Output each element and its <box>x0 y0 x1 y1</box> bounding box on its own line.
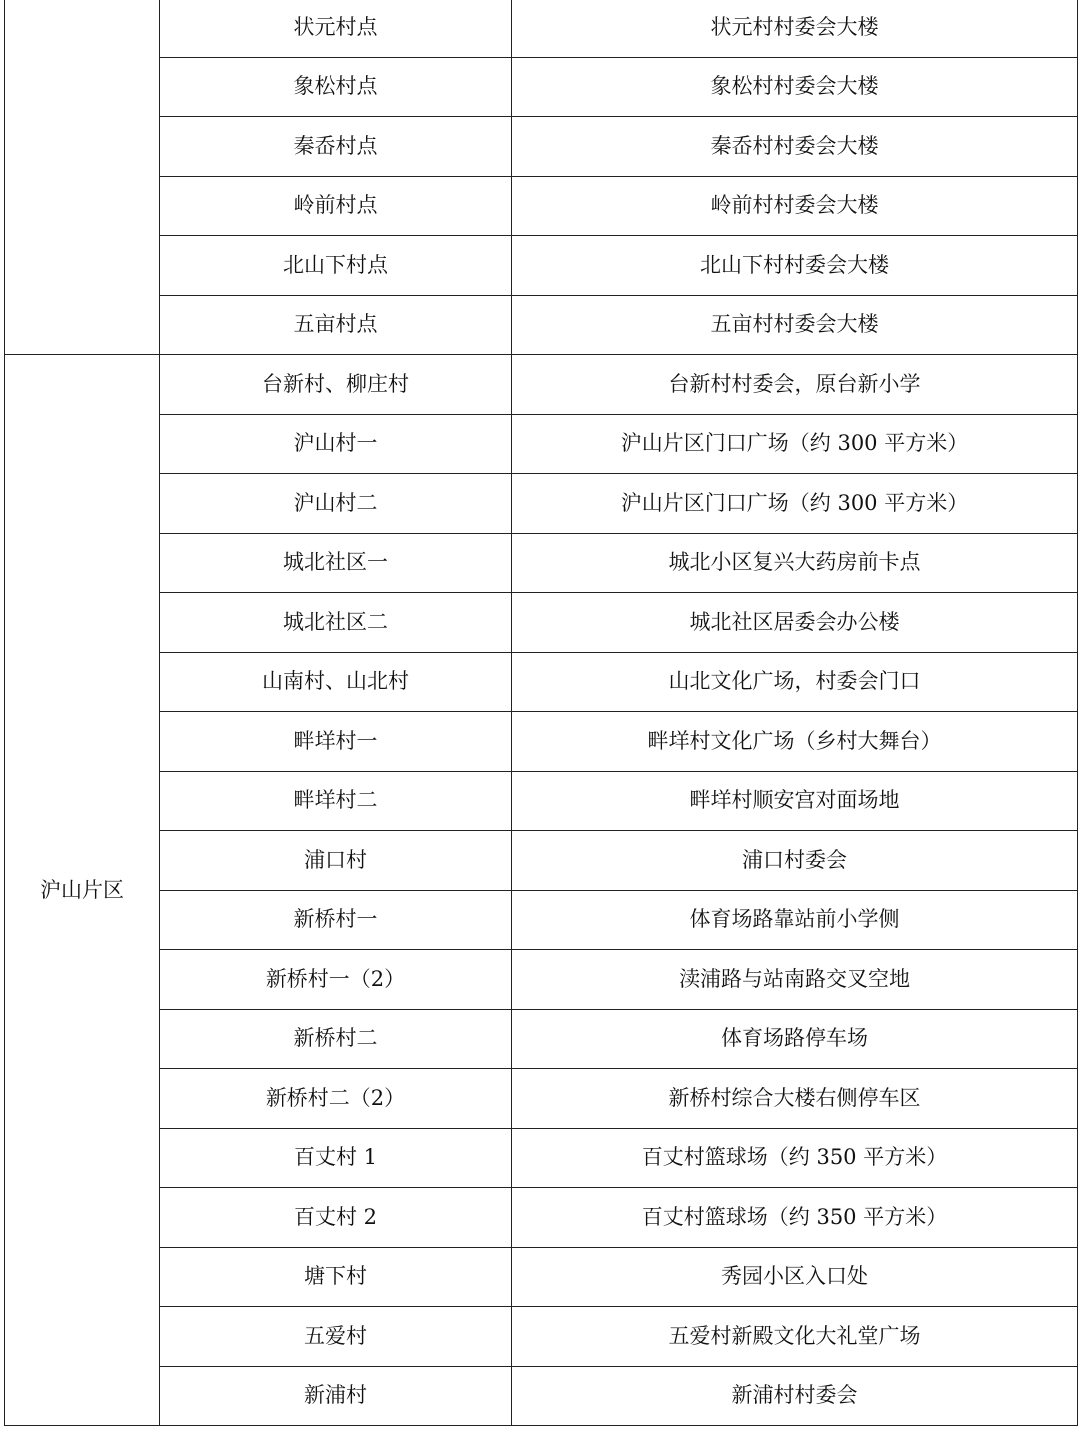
table-row <box>5 1307 1078 1367</box>
location-cell: 岭前村村委会大楼 <box>512 176 1078 236</box>
location-cell: 体育场路靠站前小学侧 <box>512 890 1078 950</box>
location-cell: 渎浦路与站南路交叉空地 <box>512 950 1078 1010</box>
table-row <box>5 474 1078 534</box>
table-row <box>5 712 1078 772</box>
table-row <box>5 771 1078 831</box>
table-row <box>5 533 1078 593</box>
table-row <box>5 176 1078 236</box>
site-cell: 新桥村一 <box>160 890 512 950</box>
table-row <box>5 1247 1078 1307</box>
location-cell: 台新村村委会，原台新小学 <box>512 355 1078 415</box>
location-cell: 五亩村村委会大楼 <box>512 295 1078 355</box>
site-cell: 塘下村 <box>160 1247 512 1307</box>
location-cell: 秦岙村村委会大楼 <box>512 117 1078 177</box>
site-cell: 沪山村二 <box>160 474 512 534</box>
site-cell: 浦口村 <box>160 831 512 891</box>
site-cell: 畔垟村二 <box>160 771 512 831</box>
site-cell: 五亩村点 <box>160 295 512 355</box>
site-cell: 五爱村 <box>160 1307 512 1367</box>
site-cell: 象松村点 <box>160 57 512 117</box>
testing-sites-table <box>4 0 1078 1426</box>
site-cell: 城北社区一 <box>160 533 512 593</box>
table-row <box>5 593 1078 653</box>
location-cell: 象松村村委会大楼 <box>512 57 1078 117</box>
table-row <box>5 950 1078 1010</box>
table-row <box>5 57 1078 117</box>
table-row <box>5 236 1078 296</box>
location-cell: 百丈村篮球场（约 350 平方米） <box>512 1188 1078 1248</box>
table-row <box>5 117 1078 177</box>
location-cell: 体育场路停车场 <box>512 1009 1078 1069</box>
region-cell: 沪山片区 <box>5 355 160 1426</box>
site-cell: 沪山村一 <box>160 414 512 474</box>
table-row <box>5 1069 1078 1129</box>
location-cell: 城北社区居委会办公楼 <box>512 593 1078 653</box>
table-row <box>5 355 1078 415</box>
site-cell: 新桥村一（2） <box>160 950 512 1010</box>
table-row <box>5 831 1078 891</box>
location-cell: 沪山片区门口广场（约 300 平方米） <box>512 474 1078 534</box>
site-cell: 百丈村 2 <box>160 1188 512 1248</box>
table-row <box>5 295 1078 355</box>
location-cell: 北山下村村委会大楼 <box>512 236 1078 296</box>
site-cell: 新桥村二 <box>160 1009 512 1069</box>
table-row <box>5 1128 1078 1188</box>
site-cell: 城北社区二 <box>160 593 512 653</box>
site-cell: 北山下村点 <box>160 236 512 296</box>
site-cell: 新桥村二（2） <box>160 1069 512 1129</box>
table-row <box>5 1188 1078 1248</box>
location-cell: 浦口村委会 <box>512 831 1078 891</box>
location-cell: 畔垟村顺安宫对面场地 <box>512 771 1078 831</box>
location-cell: 秀园小区入口处 <box>512 1247 1078 1307</box>
location-cell: 新浦村村委会 <box>512 1366 1078 1426</box>
table-row <box>5 890 1078 950</box>
location-cell: 畔垟村文化广场（乡村大舞台） <box>512 712 1078 772</box>
table-row <box>5 1366 1078 1426</box>
table-body <box>5 0 1078 1426</box>
site-cell: 状元村点 <box>160 0 512 57</box>
location-cell: 五爱村新殿文化大礼堂广场 <box>512 1307 1078 1367</box>
site-cell: 山南村、山北村 <box>160 652 512 712</box>
region-cell <box>5 0 160 355</box>
location-cell: 山北文化广场，村委会门口 <box>512 652 1078 712</box>
table-row <box>5 414 1078 474</box>
table-row <box>5 1009 1078 1069</box>
site-cell: 秦岙村点 <box>160 117 512 177</box>
location-cell: 城北小区复兴大药房前卡点 <box>512 533 1078 593</box>
location-cell: 沪山片区门口广场（约 300 平方米） <box>512 414 1078 474</box>
site-cell: 岭前村点 <box>160 176 512 236</box>
site-cell: 台新村、柳庄村 <box>160 355 512 415</box>
location-cell: 百丈村篮球场（约 350 平方米） <box>512 1128 1078 1188</box>
site-cell: 畔垟村一 <box>160 712 512 772</box>
table-row <box>5 0 1078 57</box>
site-cell: 新浦村 <box>160 1366 512 1426</box>
table-row <box>5 652 1078 712</box>
site-cell: 百丈村 1 <box>160 1128 512 1188</box>
location-cell: 状元村村委会大楼 <box>512 0 1078 57</box>
location-cell: 新桥村综合大楼右侧停车区 <box>512 1069 1078 1129</box>
